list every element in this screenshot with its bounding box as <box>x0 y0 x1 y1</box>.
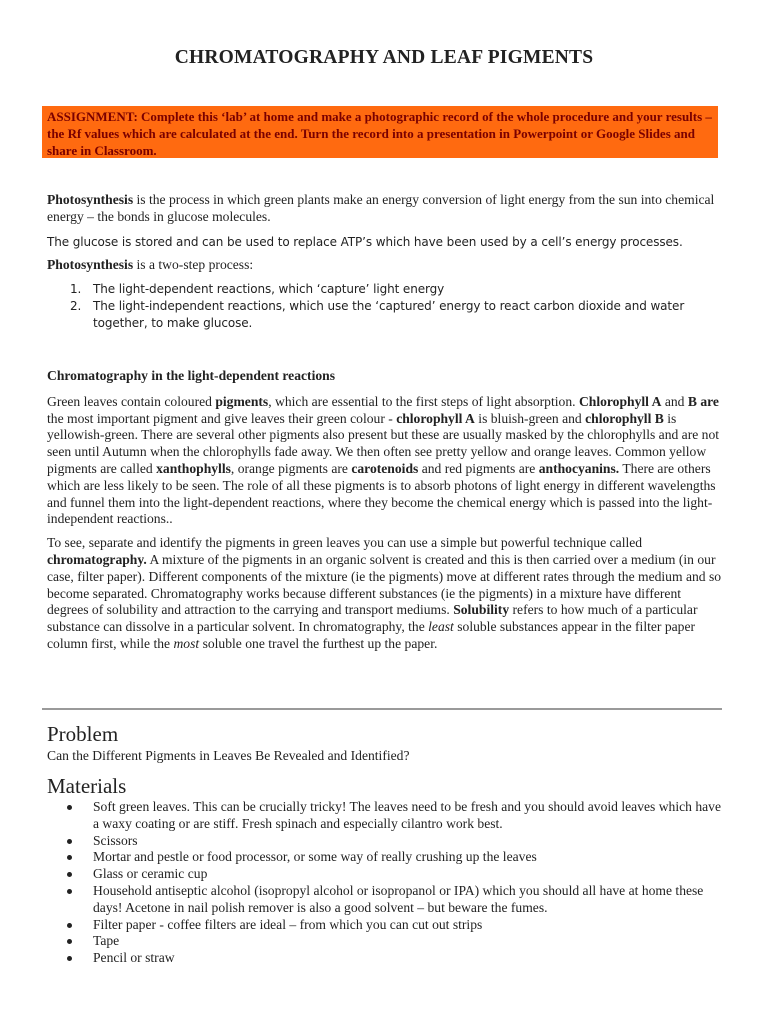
list-item <box>47 799 723 833</box>
text-run: soluble one travel the furthest up the paper. <box>199 635 438 651</box>
text-run: There are others which are less likely to be seen. The role of all these pigments is to absorb photons of light energy in different wavelengths and funnel them into the light-dependent reactions, where they become the chemical energy which is passed into the light-independent reactions.. <box>47 460 716 527</box>
text-run: A mixture of the pigments in an organic solvent is created and this is then carried over a medium (in our case, filter paper). Different components of the mixture (ie the pigments) move at different rates through the medium and so become separated. Chromatography works because different substances (ie the pigments) in a mixture have different degrees of solubility and attraction to the carrying and transport mediums. <box>47 551 722 618</box>
list-item <box>47 833 723 850</box>
text-run: is yellowish-green. There are several other pigments also present but these are usually masked by the chlorophylls and are not seen until Autumn when the chlorophylls fade away. We then often see pretty yellow and orange leaves. Common yellow pigments are called <box>47 410 720 476</box>
italic-term: most <box>173 635 200 651</box>
list-item <box>47 849 723 866</box>
intro-paragraph-2: The glucose is stored and can be used to replace ATP’s which have been used by a cell’s energy processes. <box>47 234 683 249</box>
list-item <box>47 281 723 298</box>
chromatography-section <box>47 368 723 653</box>
intro-paragraph-1 <box>47 192 723 226</box>
bullet-icon <box>67 889 72 894</box>
intro-term-photosynthesis: Photosynthesis <box>47 192 134 207</box>
intro-section <box>47 192 723 332</box>
list-item-text: Soft green leaves. This can be crucially tricky! The leaves need to be fresh and you should avoid leaves which have a waxy coating or are stiff. Fresh spinach and especially cilantro work best. <box>93 799 721 831</box>
list-item-text: Tape <box>93 933 120 949</box>
bullet-icon <box>67 872 72 877</box>
bold-term: chlorophyll A <box>396 410 475 426</box>
bold-term: anthocyanins. <box>538 460 620 476</box>
bullet-icon <box>67 956 72 961</box>
list-item-text: The light-independent reactions, which use the ‘captured’ energy to react carbon dioxide and water together, to make glucose. <box>93 298 685 330</box>
bold-term: Solubility <box>453 602 510 618</box>
bold-term: chlorophyll B <box>585 410 664 426</box>
materials-list <box>47 799 723 967</box>
text-run: and red pigments are <box>418 460 539 476</box>
list-item-text: Household antiseptic alcohol (isopropyl alcohol or isopropanol or IPA) which you should all have at home these days! Acetone in nail polish remover is also a good solvent – but beware the fumes. <box>93 882 704 915</box>
text-run: soluble substances appear in the filter paper column first, while the <box>47 619 696 651</box>
pigments-paragraph <box>47 394 723 528</box>
materials-heading: Materials <box>47 774 127 798</box>
bold-term: pigments <box>215 393 269 409</box>
list-item-number: 2. <box>70 298 82 313</box>
bold-term: Chlorophyll A <box>578 393 662 409</box>
bullet-icon <box>67 855 72 860</box>
list-item-text: Filter paper - coffee filters are ideal – from which you can cut out strips <box>93 916 483 932</box>
text-run: refers to how much of a particular substance can dissolve in a particular solvent. In chromatography, the <box>47 602 698 635</box>
horizontal-divider <box>42 708 722 710</box>
list-item-number: 1. <box>70 282 82 297</box>
text-run: , orange pigments are <box>230 460 352 476</box>
technique-paragraph <box>47 535 723 653</box>
bullet-icon <box>67 939 72 944</box>
text-run: the most important pigment and give leaves their green colour - <box>47 410 397 426</box>
bullet-icon <box>67 805 72 810</box>
list-item-text: Glass or ceramic cup <box>93 866 208 882</box>
materials-section <box>47 799 723 967</box>
bold-term: chromatography. <box>47 551 147 567</box>
text-run: Green leaves contain coloured <box>47 393 216 409</box>
list-item-text: Pencil or straw <box>93 950 175 966</box>
intro-paragraph-3-text: is a two-step process: <box>133 257 254 273</box>
intro-paragraph-3 <box>47 257 723 274</box>
bold-term: carotenoids <box>351 460 419 476</box>
list-item <box>47 933 723 950</box>
list-item <box>47 917 723 934</box>
intro-term-photosynthesis-2: Photosynthesis <box>47 257 134 273</box>
list-item <box>47 866 723 883</box>
list-item <box>47 950 723 967</box>
text-run: is bluish-green and <box>474 410 586 426</box>
assignment-banner: ASSIGNMENT: Complete this ‘lab’ at home and make a photographic record of the whole procedure and your results – the Rf values which are calculated at the end. Turn the record into a presentation in Powerpoint or Google Slides and share in Classroom. <box>42 106 718 158</box>
text-run: and <box>661 393 688 409</box>
list-item-text: Scissors <box>93 832 138 848</box>
list-item-text: The light-dependent reactions, which ‘capture’ light energy <box>93 282 445 297</box>
list-item-text: Mortar and pestle or food processor, or some way of really crushing up the leaves <box>93 849 537 865</box>
intro-paragraph-1-text: is the process in which green plants make an energy conversion of light energy from the sun into chemical energy – the bonds in glucose molecules. <box>47 192 715 224</box>
text-run: To see, separate and identify the pigments in green leaves you can use a simple but powerful technique called <box>47 535 643 551</box>
section-heading-chromatography: Chromatography in the light-dependent reactions <box>47 368 335 383</box>
page-title: CHROMATOGRAPHY AND LEAF PIGMENTS <box>174 47 594 68</box>
bullet-icon <box>67 923 72 928</box>
bold-term: xanthophylls <box>156 460 231 476</box>
list-item <box>47 298 723 332</box>
bullet-icon <box>67 839 72 844</box>
italic-term: least <box>428 619 454 635</box>
bold-term: B are <box>687 393 719 409</box>
steps-list <box>47 281 723 331</box>
text-run: , which are essential to the first steps of light absorption. <box>268 393 579 409</box>
list-item <box>47 883 723 917</box>
problem-heading: Problem <box>47 722 119 746</box>
problem-text: Can the Different Pigments in Leaves Be Revealed and Identified? <box>47 748 410 763</box>
